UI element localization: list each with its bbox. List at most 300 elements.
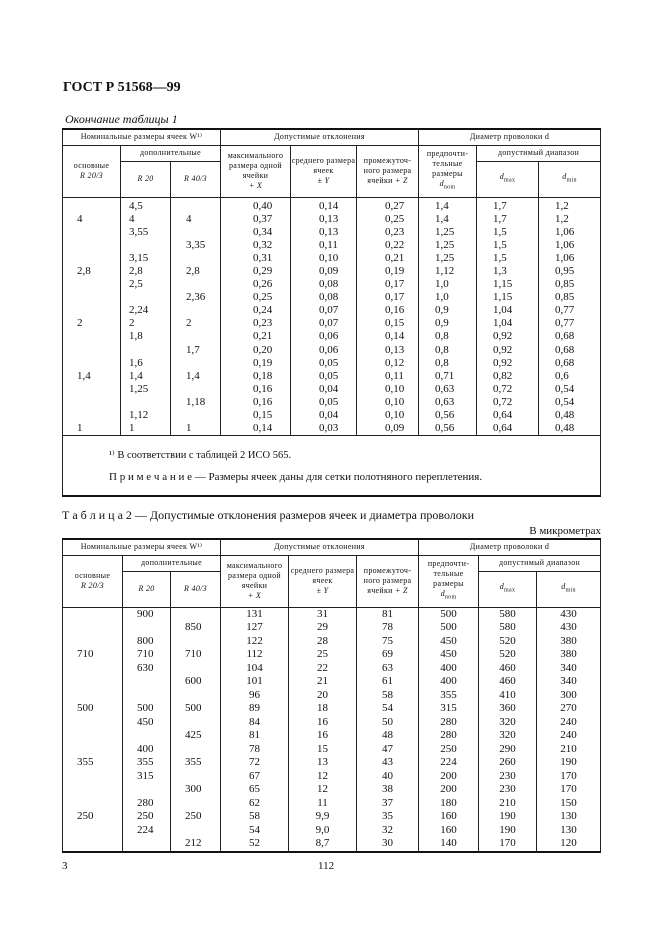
table-cell: 0,48 — [555, 422, 575, 435]
table-cell: 1,4 — [129, 369, 143, 382]
table-cell: 67 — [249, 769, 260, 782]
table-cell: 0,03 — [319, 422, 339, 435]
table-cell — [77, 278, 120, 291]
table-cell: 410 — [499, 688, 516, 701]
table-cell: 0,14 — [253, 422, 273, 435]
table-cell: 0,63 — [435, 395, 455, 408]
table-cell: 89 — [249, 702, 260, 714]
table-cell: 48 — [382, 729, 393, 741]
table-cell: 47 — [382, 742, 393, 755]
table-cell: 160 — [440, 823, 457, 836]
table-cell: 290 — [499, 742, 516, 755]
table-cell: 32 — [382, 823, 393, 836]
col-basic — [63, 197, 121, 436]
table-cell — [77, 357, 120, 370]
table-cell: 130 — [560, 810, 577, 822]
table-cell: 0,64 — [493, 422, 513, 435]
t2-col-max-cell — [221, 607, 289, 852]
table-cell: 38 — [382, 783, 393, 795]
table-cell: 0,9 — [435, 317, 449, 330]
table-cell: 425 — [185, 729, 202, 741]
table-cell: 28 — [317, 634, 328, 647]
table-cell: 9,9 — [315, 810, 330, 822]
table-cell: 450 — [137, 715, 154, 728]
table-cell: 75 — [382, 634, 393, 647]
table-cell: 500 — [77, 702, 94, 714]
table-cell: 710 — [185, 648, 202, 660]
table-cell: 0,48 — [555, 409, 575, 421]
table-cell: 58 — [249, 810, 260, 822]
header-additional: дополнительные — [121, 145, 221, 161]
table-cell: 0,92 — [493, 330, 513, 343]
table-cell: 0,19 — [253, 356, 273, 369]
table-cell: 0,8 — [435, 330, 449, 343]
table1-notes — [63, 436, 601, 496]
t2-header-additional: дополнительные — [123, 555, 221, 571]
table-cell — [186, 330, 220, 343]
table-cell: 0,10 — [319, 251, 339, 264]
table-cell: 0,15 — [385, 317, 405, 330]
table-cell: 0,9 — [435, 304, 449, 317]
table-cell: 0,13 — [319, 225, 339, 238]
table-cell: 50 — [382, 715, 393, 728]
table1-body — [63, 197, 601, 436]
table-cell: 0,04 — [319, 409, 339, 421]
table-cell: 630 — [137, 661, 154, 674]
table-cell: 22 — [317, 661, 328, 674]
table2-title: Т а б л и ц а 2 — Допустимые отклонения размеров ячеек и диаметра проволоки — [62, 508, 475, 522]
table-cell: 300 — [185, 783, 202, 795]
table-cell: 2,36 — [186, 291, 206, 304]
col-max-cell — [221, 197, 291, 436]
table-cell: 3,35 — [186, 238, 206, 251]
table-cell: 0,08 — [319, 291, 339, 304]
table-cell: 1,4 — [435, 212, 449, 225]
table-cell: 54 — [249, 823, 260, 836]
table-cell — [186, 200, 220, 213]
table-cell: 0,24 — [253, 304, 273, 317]
table-cell — [77, 770, 122, 784]
table-cell: 0,10 — [385, 382, 405, 395]
table-cell: 0,11 — [319, 238, 338, 251]
table-cell: 450 — [440, 634, 457, 647]
table-cell: 0,26 — [253, 278, 273, 291]
table-cell: 190 — [560, 756, 577, 768]
table-cell: 1,15 — [493, 291, 513, 304]
table-cell — [77, 304, 120, 317]
table-cell — [185, 608, 220, 622]
t2-col-r40-3 — [171, 607, 221, 852]
table-cell: 0,8 — [435, 356, 449, 369]
table-cell: 2,8 — [77, 264, 91, 277]
table-cell: 1,12 — [435, 264, 455, 277]
table-cell: 400 — [440, 661, 457, 674]
table-cell — [137, 729, 170, 743]
table-cell: 1,18 — [186, 395, 206, 408]
table-cell: 320 — [499, 715, 516, 728]
table-cell: 210 — [560, 742, 577, 755]
header-dmin: $d_{min}$ — [539, 161, 601, 197]
table-cell: 120 — [560, 837, 577, 849]
table-cell: 0,71 — [435, 369, 455, 382]
table-cell: 1,2 — [555, 199, 569, 212]
table-cell — [137, 783, 170, 797]
table-cell: 0,29 — [253, 264, 273, 277]
table-cell: 1,5 — [493, 238, 507, 251]
table-cell: 380 — [560, 648, 577, 660]
t2-header-wire: Диаметр проволоки d — [419, 539, 601, 555]
t2-header-tolerances: Допустимые отклонения — [221, 539, 419, 555]
table-cell: 1,4 — [77, 369, 91, 382]
table-cell: 2,24 — [129, 304, 149, 317]
header-r40-3: R 40/3 — [171, 161, 221, 197]
table-cell: 340 — [560, 661, 577, 674]
table-cell: 9,0 — [315, 823, 330, 836]
table-cell: 240 — [560, 729, 577, 741]
table-cell — [186, 409, 220, 422]
table-cell: 2 — [186, 317, 192, 330]
table-cell: 112 — [246, 648, 263, 660]
table-cell — [77, 291, 120, 304]
table-cell: 580 — [499, 621, 516, 633]
table-cell — [77, 344, 120, 357]
table-cell: 0,27 — [385, 199, 405, 212]
table-cell: 0,05 — [319, 395, 339, 408]
table-cell: 21 — [317, 675, 328, 687]
table-cell: 31 — [317, 607, 328, 620]
table-cell: 250 — [185, 810, 202, 822]
table-cell — [77, 837, 122, 851]
table-cell — [129, 344, 170, 357]
table-cell: 1,06 — [555, 251, 575, 264]
document-title: ГОСТ Р 51568—99 — [63, 80, 181, 95]
table-cell: 1,5 — [493, 225, 507, 238]
table-cell: 37 — [382, 796, 393, 809]
table-cell: 127 — [246, 621, 263, 633]
table-cell: 1,5 — [493, 251, 507, 264]
table-cell: 78 — [249, 742, 260, 755]
table-cell: 101 — [246, 675, 263, 687]
table-cell: 400 — [137, 742, 154, 755]
table-cell — [186, 226, 220, 239]
t2-header-nominal: Номинальные размеры ячеек W¹⁾ — [63, 539, 221, 555]
table-cell: 1 — [186, 422, 192, 435]
table-cell: 430 — [560, 607, 577, 620]
table-cell — [77, 743, 122, 757]
table-cell: 0,04 — [319, 382, 339, 395]
col-mean-size — [291, 197, 357, 436]
table-cell: 52 — [249, 837, 260, 849]
table-cell: 0,11 — [385, 369, 404, 382]
table-cell — [185, 716, 220, 730]
table-cell: 0,09 — [319, 264, 339, 277]
table-cell — [185, 662, 220, 676]
table-cell: 0,20 — [253, 343, 273, 356]
table-cell: 150 — [560, 796, 577, 809]
table-cell: 0,18 — [253, 369, 273, 382]
table-cell: 0,56 — [435, 409, 455, 421]
table-cell: 0,13 — [385, 343, 405, 356]
table-cell: 340 — [560, 675, 577, 687]
table-cell: 850 — [185, 621, 202, 633]
table-cell: 0,54 — [555, 382, 575, 395]
table-cell — [77, 797, 122, 811]
table-cell — [185, 635, 220, 649]
t2-col-preferred — [419, 607, 479, 852]
table-cell: 0,92 — [493, 343, 513, 356]
table-cell: 250 — [137, 810, 154, 822]
col-preferred — [419, 197, 477, 436]
table-cell: 0,85 — [555, 291, 575, 304]
table-cell: 300 — [560, 688, 577, 701]
header-r20: R 20 — [121, 161, 171, 197]
table-cell: 43 — [382, 756, 393, 768]
table-cell: 0,82 — [493, 369, 513, 382]
table-cell: 0,63 — [435, 382, 455, 395]
table-cell: 20 — [317, 688, 328, 701]
page-number-left: 3 — [62, 860, 68, 872]
table-cell: 212 — [185, 837, 202, 849]
table-cell: 4 — [77, 212, 83, 225]
table-cell: 0,64 — [493, 409, 513, 421]
table-cell: 355 — [77, 756, 94, 768]
table-cell: 430 — [560, 621, 577, 633]
t2-col-dmin — [537, 607, 601, 852]
table-cell: 0,95 — [555, 264, 575, 277]
table-cell: 224 — [137, 823, 154, 836]
header-basic: основные R 20/3 — [63, 145, 121, 197]
table-cell: 0,09 — [385, 422, 405, 435]
table-cell: 81 — [249, 729, 260, 741]
table-cell: 16 — [317, 729, 328, 741]
table-cell: 3,55 — [129, 225, 149, 238]
table-cell: 0,68 — [555, 343, 575, 356]
table-cell: 520 — [499, 634, 516, 647]
page-number-center: 112 — [318, 860, 335, 872]
table-cell: 0,77 — [555, 304, 575, 317]
table-cell — [129, 396, 170, 409]
table-cell: 1,15 — [493, 278, 513, 291]
table-cell: 1,4 — [186, 369, 200, 382]
t2-col-mean-size — [289, 607, 357, 852]
table-cell: 0,10 — [385, 409, 405, 421]
table-cell — [77, 783, 122, 797]
table-cell: 355 — [185, 756, 202, 768]
table-cell: 0,21 — [253, 330, 273, 343]
table-cell — [77, 635, 122, 649]
table-cell: 13 — [317, 756, 328, 768]
table-cell: 0,31 — [253, 251, 273, 264]
table-cell — [186, 383, 220, 396]
table-cell: 1,0 — [435, 278, 449, 291]
table-cell: 0,16 — [385, 304, 405, 317]
header-dmax: $d_{max}$ — [477, 161, 539, 197]
table-cell: 1,12 — [129, 409, 149, 421]
t2-col-dmax — [479, 607, 537, 852]
table-cell: 320 — [499, 729, 516, 741]
table-cell: 280 — [440, 729, 457, 741]
table-cell: 0,25 — [385, 212, 405, 225]
table-cell: 81 — [382, 607, 393, 620]
table-cell: 1,06 — [555, 225, 575, 238]
table-cell: 0,12 — [385, 356, 405, 369]
table-cell: 710 — [77, 648, 94, 660]
col-dmax — [477, 197, 539, 436]
table-cell: 170 — [560, 769, 577, 782]
table-cell: 600 — [185, 675, 202, 687]
table-cell: 520 — [499, 648, 516, 660]
table-cell — [137, 837, 170, 851]
table-cell: 0,25 — [253, 291, 273, 304]
table-cell: 2 — [77, 317, 83, 330]
table-cell — [186, 278, 220, 291]
table-cell: 500 — [185, 702, 202, 714]
table-cell: 1,7 — [493, 199, 507, 212]
header-intermediate: промежуточ-ного размера ячейки + Z — [357, 145, 419, 197]
col-r40-3 — [171, 197, 221, 436]
table-cell: 0,14 — [385, 330, 405, 343]
table-cell — [77, 396, 120, 409]
table-cell: 0,23 — [253, 317, 273, 330]
table-cell — [185, 770, 220, 784]
table-cell: 450 — [440, 648, 457, 660]
col-dmin — [539, 197, 601, 436]
table-cell: 18 — [317, 702, 328, 714]
table-cell: 2 — [129, 317, 135, 330]
table-cell: 4 — [129, 212, 135, 225]
table-cell: 122 — [246, 634, 263, 647]
table-cell: 0,06 — [319, 330, 339, 343]
t2-header-intermediate: промежуточ-ного размера ячейки + Z — [357, 555, 419, 607]
table-cell: 1,6 — [129, 356, 143, 369]
t2-col-r20 — [123, 607, 171, 852]
table-cell: 54 — [382, 702, 393, 714]
table-cell: 0,6 — [555, 369, 569, 382]
table-cell: 1,4 — [435, 199, 449, 212]
table-cell: 500 — [137, 702, 154, 714]
header-wire: Диаметр проволоки d — [419, 129, 601, 145]
table-cell — [129, 239, 170, 252]
table-cell: 460 — [499, 661, 516, 674]
table-cell: 69 — [382, 648, 393, 660]
table-cell: 280 — [440, 715, 457, 728]
table-cell — [186, 357, 220, 370]
table-cell: 0,16 — [253, 382, 273, 395]
table-cell: 0,72 — [493, 382, 513, 395]
table-cell — [185, 689, 220, 703]
table-cell — [77, 662, 122, 676]
table-cell — [186, 304, 220, 317]
table-cell: 315 — [137, 769, 154, 782]
table2-units: В микрометрах — [529, 525, 601, 537]
table-cell: 200 — [440, 769, 457, 782]
table-cell: 230 — [499, 769, 516, 782]
table-cell: 30 — [382, 837, 393, 849]
table-cell: 78 — [382, 621, 393, 633]
table-cell: 1,04 — [493, 317, 513, 330]
table-cell: 12 — [317, 769, 328, 782]
col-r20 — [121, 197, 171, 436]
table-cell: 130 — [560, 823, 577, 836]
table-cell: 0,34 — [253, 225, 273, 238]
table-cell — [129, 291, 170, 304]
t2-header-preferred: предпочти-тельные размеры $d_{nom}$ — [419, 555, 479, 607]
table-cell: 1,25 — [435, 225, 455, 238]
table-cell — [77, 621, 122, 635]
table-cell: 96 — [249, 688, 260, 701]
header-nominal: Номинальные размеры ячеек W¹⁾ — [63, 129, 221, 145]
table-cell: 0,40 — [253, 199, 273, 212]
table-cell — [137, 689, 170, 703]
table-cell — [77, 200, 120, 213]
table-cell: 0,23 — [385, 225, 405, 238]
table-cell: 0,16 — [253, 395, 273, 408]
table-cell — [77, 383, 120, 396]
table-cell — [77, 675, 122, 689]
table-cell: 0,32 — [253, 238, 273, 251]
table-cell: 500 — [440, 607, 457, 620]
table-cell: 160 — [440, 810, 457, 822]
table-cell: 16 — [317, 715, 328, 728]
table-cell — [185, 743, 220, 757]
table-cell — [185, 797, 220, 811]
table-cell: 3,15 — [129, 251, 149, 264]
table-cell — [77, 716, 122, 730]
table-cell: 250 — [440, 742, 457, 755]
table-cell: 400 — [440, 675, 457, 687]
table-cell: 1 — [77, 422, 83, 435]
table-cell: 580 — [499, 607, 516, 620]
table-cell: 1,8 — [129, 330, 143, 343]
note: П р и м е ч а н и е — Размеры ячеек даны для сетки полотняного переплетения. — [109, 471, 483, 484]
table-cell: 280 — [137, 796, 154, 809]
table-cell: 190 — [499, 823, 516, 836]
table-cell: 1,7 — [186, 343, 200, 356]
table-cell: 0,05 — [319, 356, 339, 369]
table1-continuation-label: Окончание таблицы 1 — [65, 112, 178, 126]
table-cell: 0,17 — [385, 278, 405, 291]
table-cell — [137, 621, 170, 635]
table-cell: 0,21 — [385, 251, 405, 264]
table-cell: 170 — [560, 783, 577, 795]
table-cell: 0,72 — [493, 395, 513, 408]
table-cell: 58 — [382, 688, 393, 701]
table-cell: 25 — [317, 648, 328, 660]
table-cell: 0,68 — [555, 330, 575, 343]
table-cell — [77, 239, 120, 252]
table-cell — [186, 252, 220, 265]
t2-header-dmax: $d_{max}$ — [479, 571, 537, 607]
table-cell: 40 — [382, 769, 393, 782]
table-cell: 180 — [440, 796, 457, 809]
header-tolerances: Допустимые отклонения — [221, 129, 419, 145]
table-cell: 4,5 — [129, 199, 143, 212]
table-cell: 2,8 — [129, 264, 143, 277]
table-cell: 1,25 — [435, 251, 455, 264]
table-cell: 131 — [246, 607, 263, 620]
table-cell: 65 — [249, 783, 260, 795]
table-cell: 0,17 — [385, 291, 405, 304]
table-cell: 0,06 — [319, 343, 339, 356]
t2-header-mean-size: среднего размера ячеек ± Y — [289, 555, 357, 607]
table-cell: 355 — [440, 688, 457, 701]
table-cell — [77, 608, 122, 622]
table-cell: 0,77 — [555, 317, 575, 330]
table-cell — [137, 675, 170, 689]
table-cell: 210 — [499, 796, 516, 809]
table-cell — [77, 729, 122, 743]
t2-header-basic: основные R 20/3 — [63, 555, 123, 607]
